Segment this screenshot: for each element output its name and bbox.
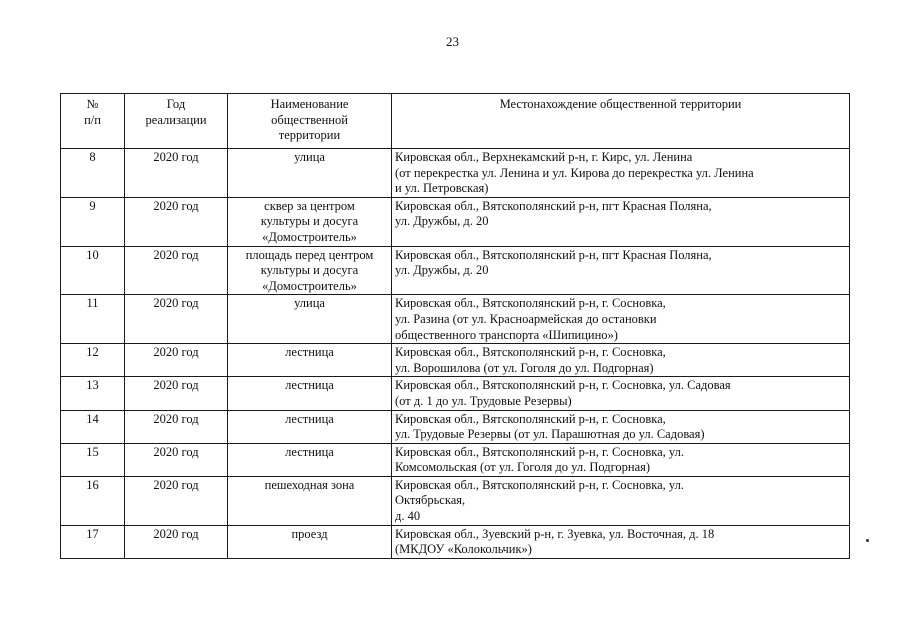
row-territory-location: Кировская обл., Вятскополянский р-н, г. Сосновка, ул. Трудовые Резервы (от ул. Парашютная до ул. Садовая) (392, 410, 850, 443)
territory-register-table (60, 93, 850, 559)
row-number: 13 (61, 377, 125, 410)
row-territory-name: площадь перед центром культуры и досуга «Домостроитель» (228, 246, 392, 295)
table-row (61, 344, 850, 377)
row-territory-name: сквер за центром культуры и досуга «Домостроитель» (228, 197, 392, 246)
table-row (61, 476, 850, 525)
row-territory-name: лестница (228, 377, 392, 410)
row-territory-name: улица (228, 295, 392, 344)
row-territory-location: Кировская обл., Вятскополянский р-н, г. Сосновка, ул. Разина (от ул. Красноармейская до остановки общественного транспорта «Шипицино») (392, 295, 850, 344)
row-territory-name: улица (228, 149, 392, 198)
header-row (61, 94, 850, 149)
row-territory-name: лестница (228, 410, 392, 443)
table-row (61, 197, 850, 246)
row-number: 10 (61, 246, 125, 295)
row-territory-location: Кировская обл., Вятскополянский р-н, г. Сосновка, ул. Садовая (от д. 1 до ул. Трудовые Резервы) (392, 377, 850, 410)
row-territory-location: Кировская обл., Вятскополянский р-н, г. Сосновка, ул. Комсомольская (от ул. Гоголя до ул. Подгорная) (392, 443, 850, 476)
header-location: Местонахождение общественной территории (392, 94, 850, 149)
row-territory-name: пешеходная зона (228, 476, 392, 525)
row-year: 2020 год (125, 377, 228, 410)
row-year: 2020 год (125, 197, 228, 246)
row-number: 9 (61, 197, 125, 246)
table-header (61, 94, 850, 149)
row-number: 11 (61, 295, 125, 344)
table-row (61, 149, 850, 198)
row-territory-location: Кировская обл., Верхнекамский р-н, г. Кирс, ул. Ленина (от перекрестка ул. Ленина и ул. Кирова до перекрестка ул. Ленина и ул. Петровская) (392, 149, 850, 198)
table-row (61, 377, 850, 410)
table-body (61, 149, 850, 559)
row-year: 2020 год (125, 295, 228, 344)
row-territory-location: Кировская обл., Вятскополянский р-н, г. Сосновка, ул. Октябрьская, д. 40 (392, 476, 850, 525)
table-row (61, 410, 850, 443)
row-number: 15 (61, 443, 125, 476)
row-territory-location: Кировская обл., Вятскополянский р-н, пгт Красная Поляна, ул. Дружбы, д. 20 (392, 246, 850, 295)
row-territory-name: лестница (228, 443, 392, 476)
row-territory-name: лестница (228, 344, 392, 377)
table-row (61, 295, 850, 344)
row-territory-name: проезд (228, 525, 392, 558)
row-year: 2020 год (125, 246, 228, 295)
table-row (61, 443, 850, 476)
row-number: 8 (61, 149, 125, 198)
row-territory-location: Кировская обл., Зуевский р-н, г. Зуевка, ул. Восточная, д. 18 (МКДОУ «Колокольчик») (392, 525, 850, 558)
row-territory-location: Кировская обл., Вятскополянский р-н, г. Сосновка, ул. Ворошилова (от ул. Гоголя до ул. Подгорная) (392, 344, 850, 377)
row-year: 2020 год (125, 410, 228, 443)
row-year: 2020 год (125, 476, 228, 525)
row-number: 16 (61, 476, 125, 525)
row-year: 2020 год (125, 525, 228, 558)
row-year: 2020 год (125, 443, 228, 476)
header-name: Наименование общественной территории (228, 94, 392, 149)
row-number: 17 (61, 525, 125, 558)
header-year: Год реализации (125, 94, 228, 149)
row-number: 14 (61, 410, 125, 443)
page-number: 23 (446, 34, 459, 49)
table-row (61, 525, 850, 558)
row-year: 2020 год (125, 149, 228, 198)
row-territory-location: Кировская обл., Вятскополянский р-н, пгт Красная Поляна, ул. Дружбы, д. 20 (392, 197, 850, 246)
header-number: № п/п (61, 94, 125, 149)
table-row (61, 246, 850, 295)
scan-speck (866, 539, 869, 542)
row-number: 12 (61, 344, 125, 377)
row-year: 2020 год (125, 344, 228, 377)
